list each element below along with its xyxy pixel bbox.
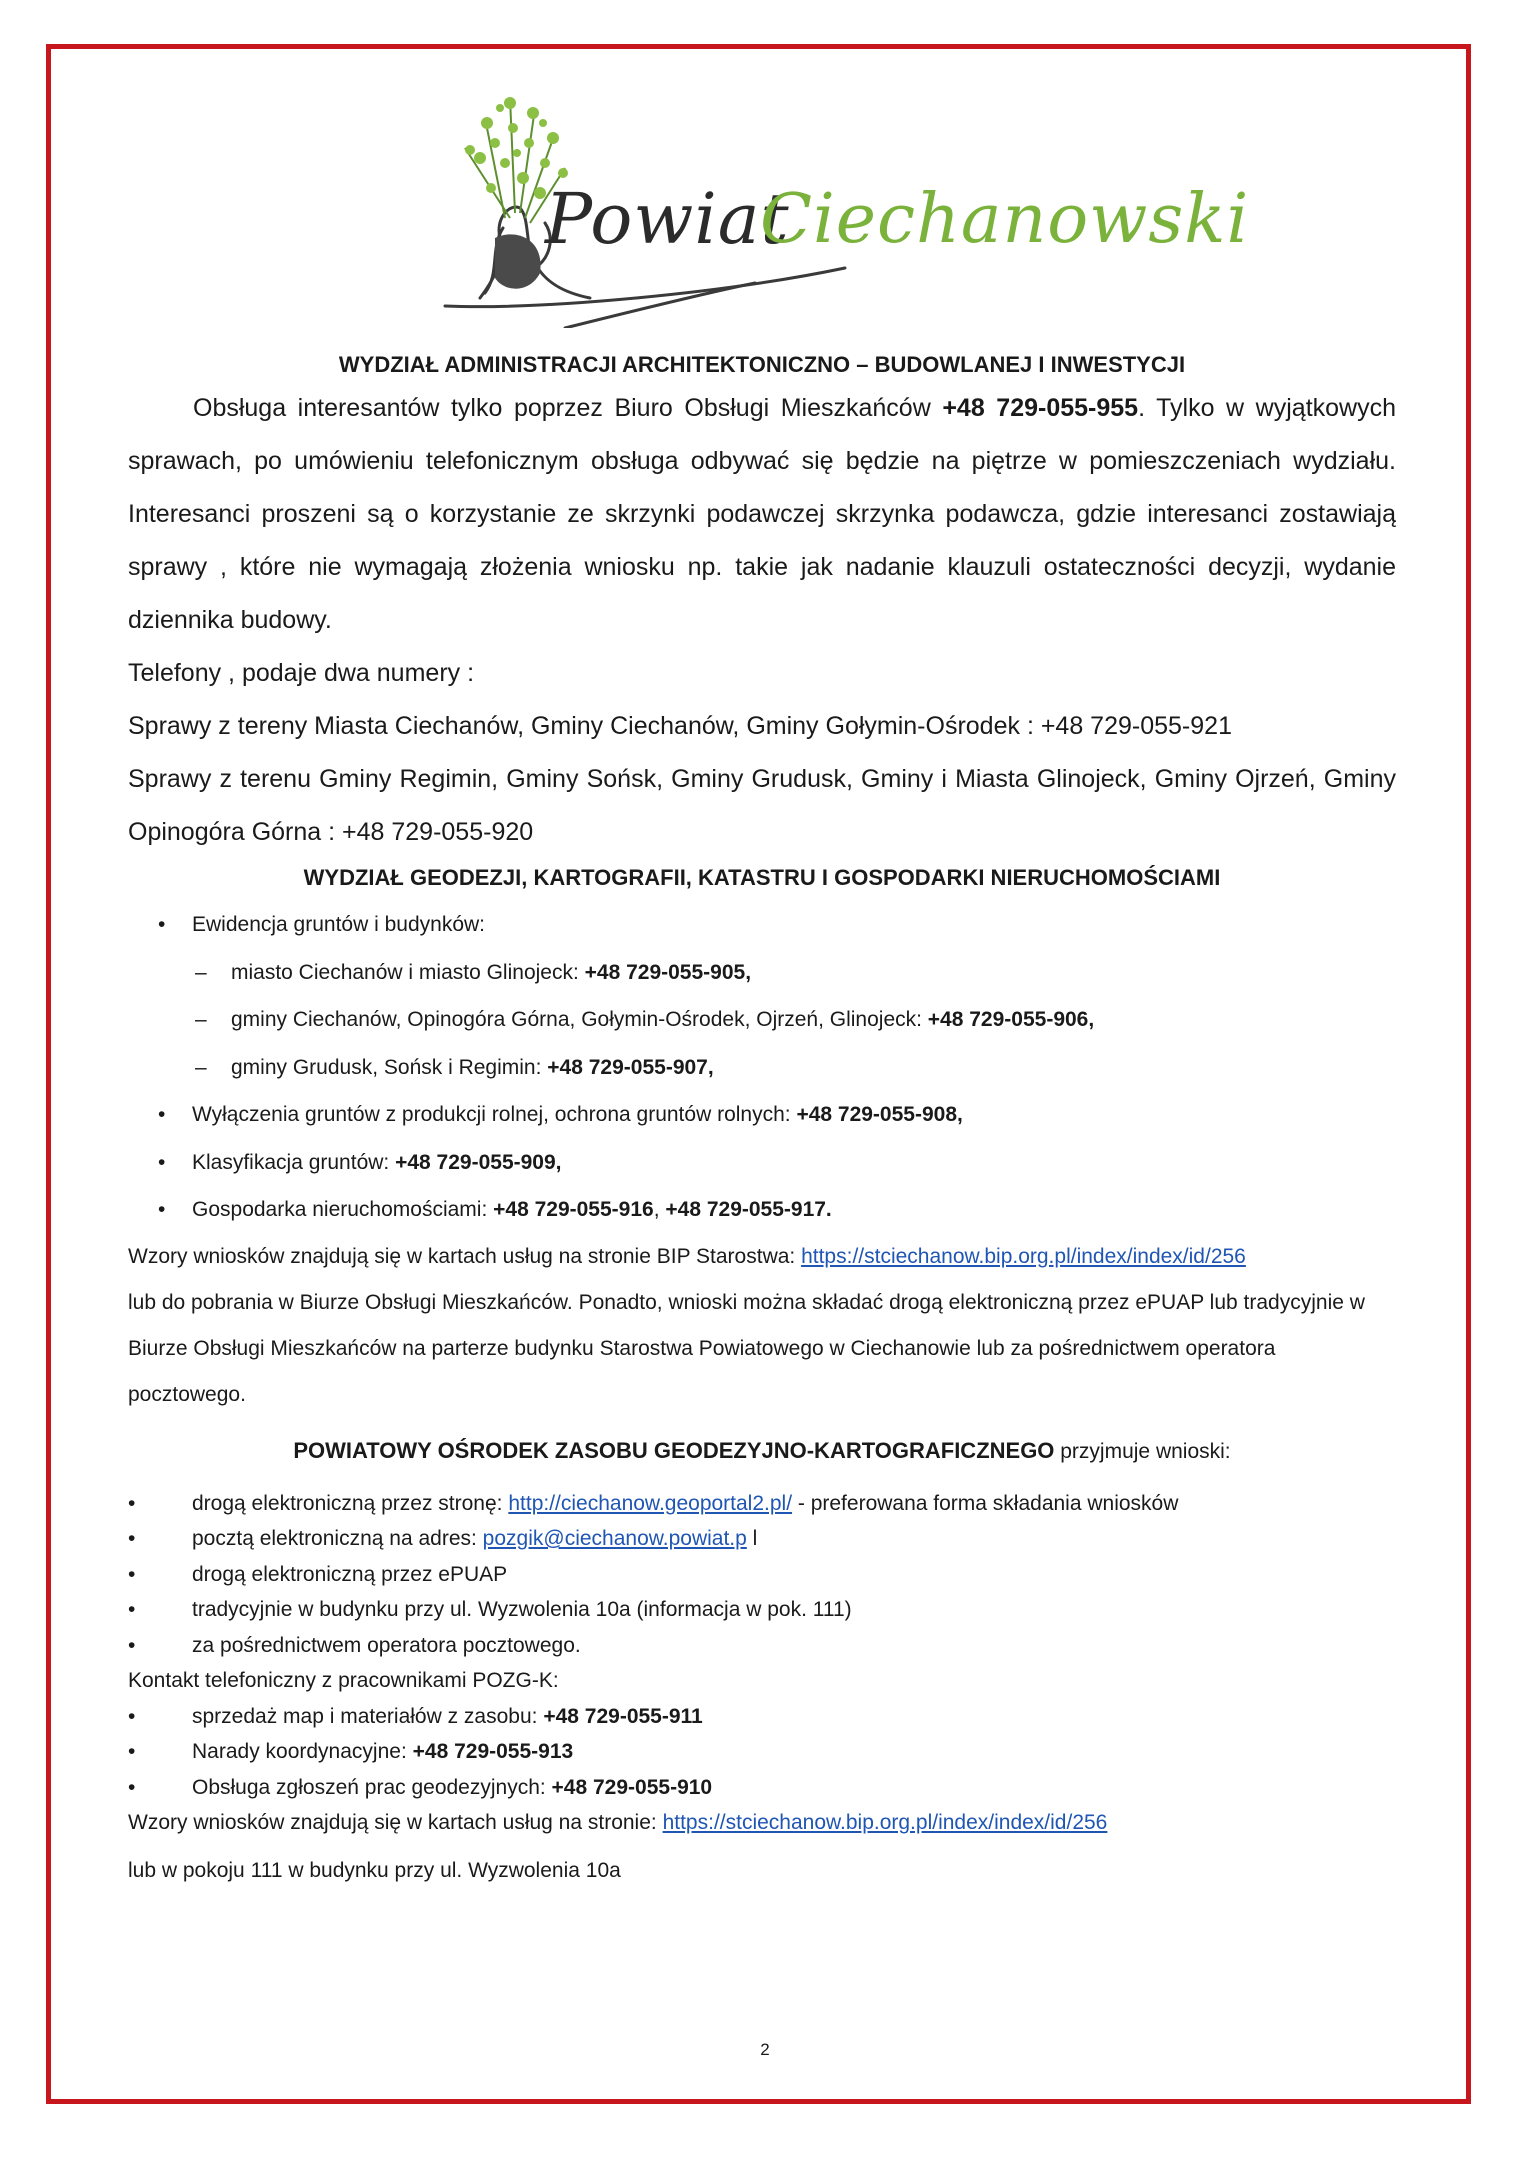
paragraph-text: Obsługa interesantów tylko poprzez Biuro Obsługi Mieszkańców	[193, 394, 943, 422]
list-item: • tradycyjnie w budynku przy ul. Wyzwolenia 10a (informacja w pok. 111)	[128, 1592, 1396, 1628]
phone-number: +48 729-055-905,	[584, 960, 752, 984]
document-body	[128, 352, 1396, 1888]
phone-number: +48 729-055-908,	[796, 1103, 963, 1126]
geodesy-forms-paragraph: Wzory wniosków znajdują się w kartach usług na stronie BIP Starostwa: https://stciechanow.bip.org.pl/index/index/id/256 lub do pobrania w Biurze Obsługi Mieszkańców. Ponadto, wnioski można składać drogą elektroniczną przez ePUAP lub tradycyjnie w Biurze Obsługi Mieszkańców na parterze budynku Starostwa Powiatowego w Ciechanowie lub za pośrednictwem operatora pocztowego.	[128, 1244, 1365, 1406]
list-item: – miasto Ciechanów i miasto Glinojeck: +48 729-055-905,	[128, 949, 1396, 997]
phone-number: +48 729-055-909,	[395, 1150, 562, 1174]
list-item: • pocztą elektroniczną na adres: pozgik@ciechanow.powiat.p l	[128, 1521, 1396, 1557]
phone-number: +48 729-055-907,	[547, 1055, 714, 1079]
pozgk-list	[128, 1486, 1396, 1889]
phone-number: +48 729-055-955	[942, 394, 1139, 422]
geodesy-list	[128, 901, 1396, 1234]
forms-room-line: lub w pokoju 111 w budynku przy ul. Wyzwolenia 10a	[128, 1858, 621, 1882]
bip-link[interactable]: https://stciechanow.bip.org.pl/index/index/id/256	[801, 1244, 1246, 1268]
list-item: • Narady koordynacyjne: +48 729-055-913	[128, 1734, 1396, 1770]
logo-word-powiat: Powiat	[545, 178, 790, 260]
phones-intro: Telefony , podaje dwa numery :	[128, 659, 475, 687]
phone-line-2: Sprawy z terenu Gminy Regimin, Gminy Sońsk, Gminy Grudusk, Gminy i Miasta Glinojeck, Gminy Ojrzeń, Gminy Opinogóra Górna : +48 729-055-920	[128, 765, 1396, 846]
bip-link-2[interactable]: https://stciechanow.bip.org.pl/index/index/id/256	[662, 1811, 1108, 1834]
list-item: • Ewidencja gruntów i budynków:	[128, 901, 1396, 949]
architecture-paragraph	[128, 382, 1396, 647]
list-item: • za pośrednictwem operatora pocztowego.	[128, 1628, 1396, 1664]
phone-number: +48 729-055-917.	[665, 1198, 832, 1221]
phone-number: +48 729-055-906,	[927, 1008, 1095, 1031]
list-item: • sprzedaż map i materiałów z zasobu: +48 729-055-911	[128, 1699, 1396, 1735]
page-number: 2	[760, 2040, 770, 2059]
logo-word-ciechanowski: Ciechanowski	[760, 180, 1250, 259]
section-heading-architecture: WYDZIAŁ ADMINISTRACJI ARCHITEKTONICZNO – BUDOWLANEJ I INWESTYCJI	[338, 352, 1186, 377]
list-item: • drogą elektroniczną przez ePUAP	[128, 1557, 1396, 1593]
email-link[interactable]: pozgik@ciechanow.powiat.p	[482, 1527, 747, 1550]
contact-intro: Kontakt telefoniczny z pracownikami POZG-K:	[128, 1669, 559, 1692]
section-heading-pozgk: POWIATOWY OŚRODEK ZASOBU GEODEZYJNO-KARTOGRAFICZNEGO przyjmuje wnioski:	[293, 1437, 1231, 1463]
list-item: – gminy Grudusk, Sońsk i Regimin: +48 729-055-907,	[128, 1044, 1396, 1092]
list-item: – gminy Ciechanów, Opinogóra Górna, Gołymin-Ośrodek, Ojrzeń, Glinojeck: +48 729-055-906,	[128, 996, 1396, 1044]
list-item: • drogą elektroniczną przez stronę: http://ciechanow.geoportal2.pl/ - preferowana forma składania wniosków	[128, 1486, 1396, 1522]
phone-number: +48 729-055-913	[412, 1740, 574, 1763]
forms-line: Wzory wniosków znajdują się w kartach usług na stronie: https://stciechanow.bip.org.pl/index/index/id/256	[128, 1811, 1108, 1834]
powiat-logo	[425, 88, 1250, 328]
list-item: • Wyłączenia gruntów z produkcji rolnej, ochrona gruntów rolnych: +48 729-055-908,	[128, 1091, 1396, 1139]
phone-number: +48 729-055-910	[551, 1775, 713, 1799]
paragraph-text: . Tylko w wyjątkowych sprawach, po umówieniu telefonicznym obsługa odbywać się będzie na piętrze w pomieszczeniach wydziału. Interesanci proszeni są o korzystanie ze skrzynki podawczej skrzynka podawcza, gdzie interesanci zostawiają sprawy , które nie wymagają złożenia wniosku np. takie jak nadanie klauzuli ostateczności decyzji, wydanie dziennika budowy.	[128, 394, 1396, 634]
geoportal-link[interactable]: http://ciechanow.geoportal2.pl/	[508, 1491, 793, 1515]
list-item: • Obsługa zgłoszeń prac geodezyjnych: +48 729-055-910	[128, 1770, 1396, 1806]
phone-line-1: Sprawy z tereny Miasta Ciechanów, Gminy Ciechanów, Gminy Gołymin-Ośrodek : +48 729-055-921	[128, 712, 1232, 740]
list-item: • Gospodarka nieruchomościami: +48 729-055-916, +48 729-055-917.	[128, 1186, 1396, 1234]
phone-number: +48 729-055-911	[543, 1704, 703, 1728]
section-heading-geodesy: WYDZIAŁ GEODEZJI, KARTOGRAFII, KATASTRU I GOSPODARKI NIERUCHOMOŚCIAMI	[303, 865, 1221, 890]
list-item: • Klasyfikacja gruntów: +48 729-055-909,	[128, 1139, 1396, 1187]
phone-number: +48 729-055-916	[493, 1198, 654, 1221]
